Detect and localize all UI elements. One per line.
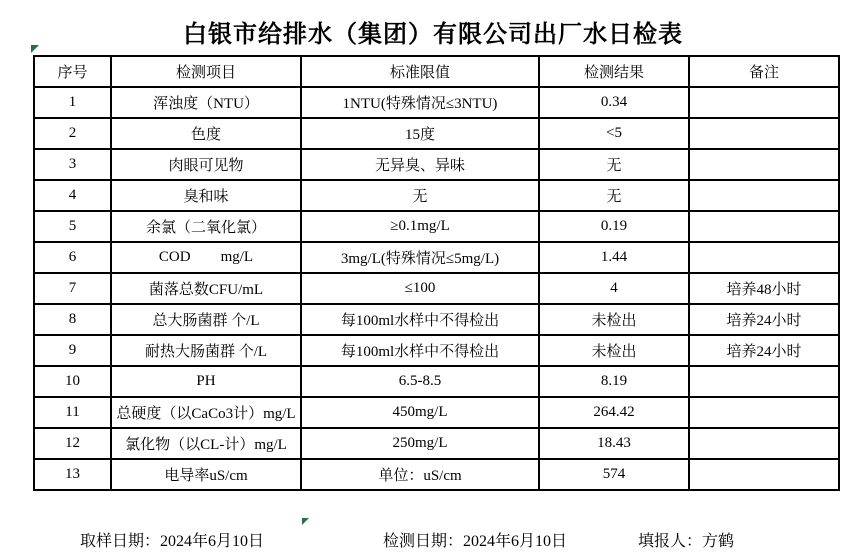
- note-cell: [689, 242, 839, 273]
- note-cell: [689, 87, 839, 118]
- row-number-cell: 2: [34, 118, 111, 149]
- test-date: 检测日期：2024年6月10日: [383, 533, 568, 550]
- result-cell: 未检出: [539, 304, 689, 335]
- item-cell: 肉眼可见物: [111, 149, 301, 180]
- reporter: 填报人：方鹤: [638, 533, 735, 550]
- limit-cell: 1NTU(特殊情况≤3NTU): [301, 87, 539, 118]
- row-number-cell: 6: [34, 242, 111, 273]
- limit-cell: 每100ml水样中不得检出: [301, 335, 539, 366]
- note-cell: 培养48小时: [689, 273, 839, 304]
- table-body: [34, 87, 839, 490]
- header-row: [34, 56, 839, 87]
- item-cell: COD mg/L: [111, 242, 301, 273]
- item-cell: 菌落总数CFU/mL: [111, 273, 301, 304]
- row-number-cell: 3: [34, 149, 111, 180]
- inspection-table: [33, 55, 840, 491]
- excel-corner-marker-icon: [31, 45, 39, 53]
- limit-cell: 无: [301, 180, 539, 211]
- note-cell: [689, 366, 839, 397]
- row-number-cell: 1: [34, 87, 111, 118]
- table-row: [34, 118, 839, 149]
- row-number-cell: 7: [34, 273, 111, 304]
- page-title: 白银市给排水（集团）有限公司出厂水日检表: [183, 22, 683, 48]
- result-cell: 4: [539, 273, 689, 304]
- row-number-cell: 9: [34, 335, 111, 366]
- table-row: [34, 180, 839, 211]
- limit-cell: 3mg/L(特殊情况≤5mg/L): [301, 242, 539, 273]
- sampling-date: 取样日期：2024年6月10日: [80, 533, 265, 550]
- limit-cell: ≤100: [301, 273, 539, 304]
- note-cell: [689, 397, 839, 428]
- note-cell: [689, 211, 839, 242]
- header-limit: 标准限值: [301, 56, 539, 87]
- row-number-cell: 5: [34, 211, 111, 242]
- row-number-cell: 13: [34, 459, 111, 490]
- result-cell: 未检出: [539, 335, 689, 366]
- limit-cell: 15度: [301, 118, 539, 149]
- table-row: [34, 366, 839, 397]
- result-cell: 574: [539, 459, 689, 490]
- table-row: [34, 149, 839, 180]
- table-row: [34, 242, 839, 273]
- note-cell: 培养24小时: [689, 304, 839, 335]
- result-cell: 0.19: [539, 211, 689, 242]
- table-row: [34, 273, 839, 304]
- row-number-cell: 11: [34, 397, 111, 428]
- table-row: [34, 304, 839, 335]
- result-cell: 无: [539, 149, 689, 180]
- header-result: 检测结果: [539, 56, 689, 87]
- limit-cell: ≥0.1mg/L: [301, 211, 539, 242]
- result-cell: 0.34: [539, 87, 689, 118]
- footer: [0, 528, 866, 550]
- header-item: 检测项目: [111, 56, 301, 87]
- item-cell: 色度: [111, 118, 301, 149]
- table-row: [34, 428, 839, 459]
- item-cell: 余氯（二氧化氯）: [111, 211, 301, 242]
- result-cell: 18.43: [539, 428, 689, 459]
- item-cell: 浑浊度（NTU）: [111, 87, 301, 118]
- limit-cell: 单位：uS/cm: [301, 459, 539, 490]
- item-cell: 臭和味: [111, 180, 301, 211]
- excel-cell-marker-icon: [302, 518, 309, 525]
- result-cell: 8.19: [539, 366, 689, 397]
- row-number-cell: 12: [34, 428, 111, 459]
- item-cell: 总硬度（以CaCo3计）mg/L: [111, 397, 301, 428]
- result-cell: 无: [539, 180, 689, 211]
- result-cell: 264.42: [539, 397, 689, 428]
- note-cell: [689, 118, 839, 149]
- limit-cell: 无异臭、异味: [301, 149, 539, 180]
- result-cell: 1.44: [539, 242, 689, 273]
- header-no: 序号: [34, 56, 111, 87]
- item-cell: 耐热大肠菌群 个/L: [111, 335, 301, 366]
- table-row: [34, 87, 839, 118]
- note-cell: [689, 180, 839, 211]
- item-cell: PH: [111, 366, 301, 397]
- row-number-cell: 10: [34, 366, 111, 397]
- row-number-cell: 8: [34, 304, 111, 335]
- table-row: [34, 335, 839, 366]
- limit-cell: 450mg/L: [301, 397, 539, 428]
- limit-cell: 250mg/L: [301, 428, 539, 459]
- limit-cell: 6.5-8.5: [301, 366, 539, 397]
- note-cell: [689, 149, 839, 180]
- note-cell: [689, 428, 839, 459]
- table-row: [34, 459, 839, 490]
- table-row: [34, 397, 839, 428]
- item-cell: 电导率uS/cm: [111, 459, 301, 490]
- row-number-cell: 4: [34, 180, 111, 211]
- table-row: [34, 211, 839, 242]
- limit-cell: 每100ml水样中不得检出: [301, 304, 539, 335]
- item-cell: 总大肠菌群 个/L: [111, 304, 301, 335]
- header-note: 备注: [689, 56, 839, 87]
- result-cell: <5: [539, 118, 689, 149]
- note-cell: [689, 459, 839, 490]
- note-cell: 培养24小时: [689, 335, 839, 366]
- item-cell: 氯化物（以CL-计）mg/L: [111, 428, 301, 459]
